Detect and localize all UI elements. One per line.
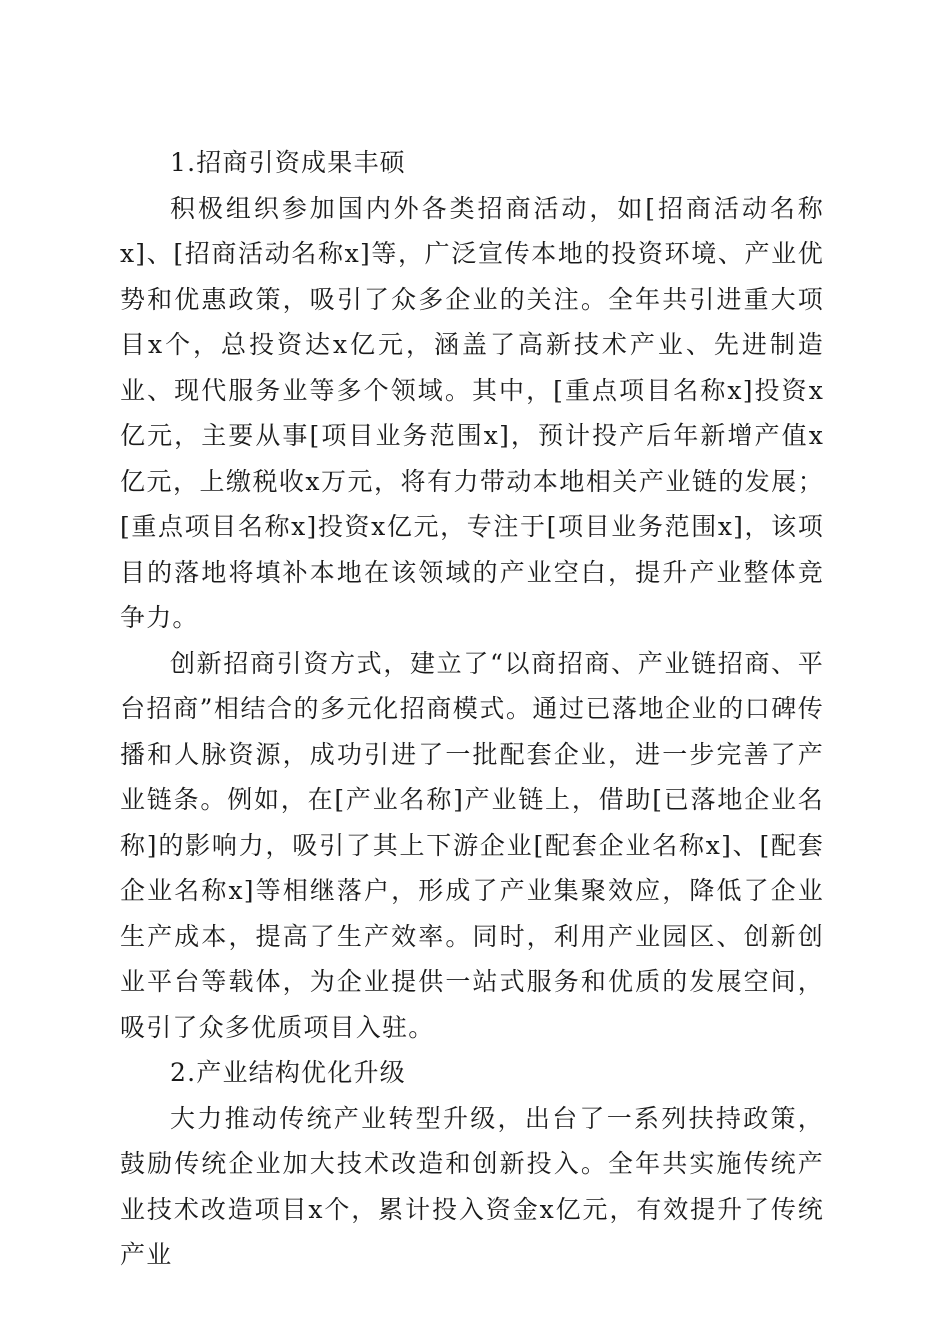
section-heading-1: 1.招商引资成果丰硕 bbox=[170, 148, 406, 177]
paragraph-investment-methods: 创新招商引资方式，建立了“以商招商、产业链招商、平台招商”相结合的多元化招商模式。通过已落地企业的口碑传播和人脉资源，成功引进了一批配套企业，进一步完善了产业链条。例如，在[产业名称]产业链上，借助[已落地企业名称]的影响力，吸引了其上下游企业[配套企业名称x]、[配套企业名称x]等相继落户，形成了产业集聚效应，降低了企业生产成本，提高了生产效率。同时，利用产业园区、创新创业平台等载体，为企业提供一站式服务和优质的发展空间，吸引了众多优质项目入驻。 bbox=[120, 648, 824, 1042]
paragraph-investment-activities: 积极组织参加国内外各类招商活动，如[招商活动名称x]、[招商活动名称x]等，广泛宣传本地的投资环境、产业优势和优惠政策，吸引了众多企业的关注。全年共引进重大项目x个，总投资达x亿元，涵盖了高新技术产业、先进制造业、现代服务业等多个领域。其中，[重点项目名称x]投资x亿元，主要从事[项目业务范围x]，预计投产后年新增产值x亿元，上缴税收x万元，将有力带动本地相关产业链的发展；[重点项目名称x]投资x亿元，专注于[项目业务范围x]，该项目的落地将填补本地在该领域的产业空白，提升产业整体竞争力。 bbox=[120, 193, 824, 632]
paragraph-industry-upgrade: 大力推动传统产业转型升级，出台了一系列扶持政策，鼓励传统企业加大技术改造和创新投入。全年共实施传统产业技术改造项目x个，累计投入资金x亿元，有效提升了传统产业 bbox=[120, 1103, 824, 1269]
document-body bbox=[120, 140, 824, 1278]
section-heading-2: 2.产业结构优化升级 bbox=[170, 1058, 406, 1087]
